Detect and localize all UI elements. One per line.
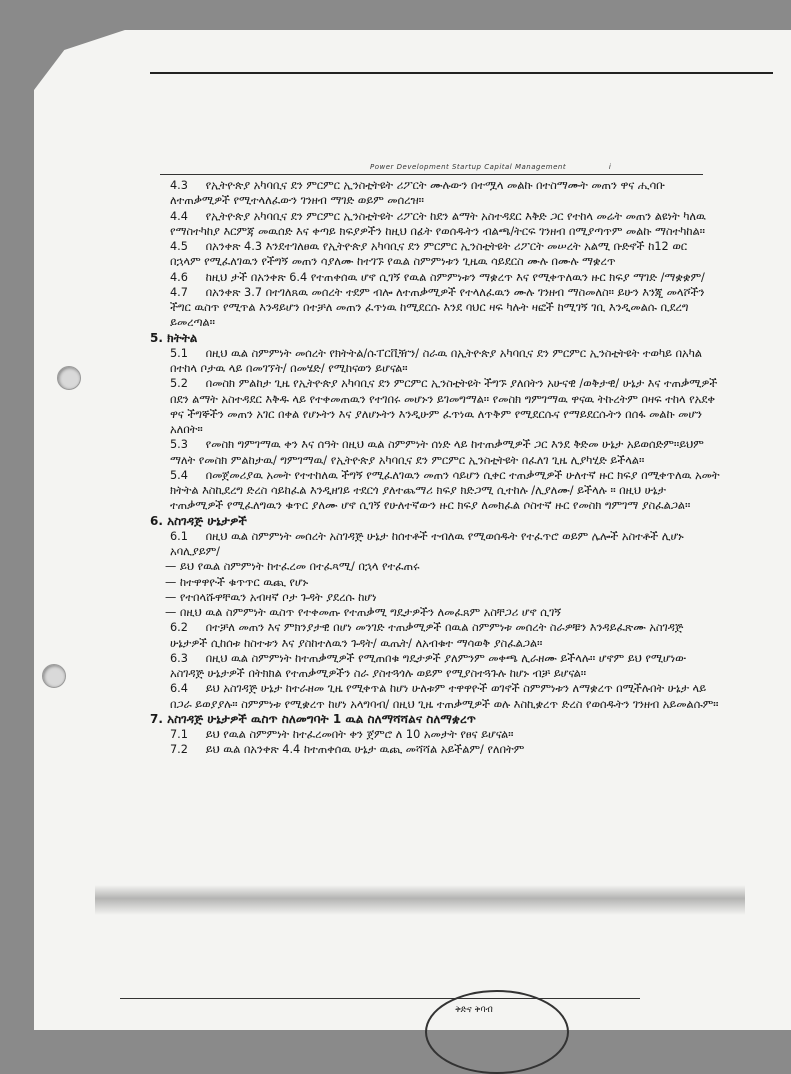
- top-rule: [150, 72, 773, 74]
- clause-5-1: 5.1 በዚህ ዉል ስምምነት መሰረት የክትትል/ሱፐርቪዥን/ ስራዉ በኢትዮጵያ አካባቢና ደን ምርምር ኢንስቲትዩት ተወካይ በአካል በተከላ ቦታዉ ላይ በመገኘት/ በመሄድ/ የሚከናወን ይሆናል።: [170, 346, 702, 375]
- section-5-heading: 5. ክትትል: [150, 330, 198, 345]
- page-marker: i: [608, 163, 612, 171]
- clause-6-2: 6.2 በተቻለ መጠን እና ምክንያታዊ በሆነ መንገድ ተጠቃሚዎች በዉል ስምምነቱ መሰረት ስራዎቹን እንዳይፈጽሙ አስገዳጅ ሁኔታዎች ሲከሰቱ ከስተቱን እና ያስከተለዉን ጉዳት/ ዉጤት/ ለአብቁተ ማሳወቅ ያስፈልጋል።: [170, 621, 684, 650]
- bullet-item: — በዚህ ዉል ስምምነት ዉስጥ የተቀመጡ የተጠቃሚ ግዴታዎችን ለመፈጸም አስቸጋሪ ሆኖ ሲገኝ: [165, 606, 562, 619]
- footer-rule: [120, 998, 640, 999]
- document-body: [120, 178, 720, 758]
- section-7-heading: 7. አስገዳጅ ሁኔታዎች ዉስጥ ስለመግባት 1 ዉል ስለማሻሻልና ስለማቋረጥ: [150, 711, 476, 726]
- bullet-item: — የተበላሹዋቸዉን አብዛኛ ቦታ ጉዳት ያደረሱ ከሆነ: [165, 590, 377, 604]
- clause-5-4: 5.4 በመጀመሪያዉ አመት የተተከለዉ ችግኝ የሚፈለገዉን መጠን ሳይሆን ሲቀር ተጠቃሚዎች ሁለተኛ ዙር ክፍያ በሚቀጥለዉ አመት ክትትል እስኪደረግ ድረስ ሳይከፈል እንዲዘገይ ተደርጎ ያለተጨማሪ ክፍያ ክድጋሚ ሲተከሉ /ሊያለሙ/ ይችላሉ ። በዚህ ሁኔታ ተጠቃሚዎች የሚፈለግዉን ቁጥር ያለሙ ሆኖ ሲገኝ የሁለተኛውን ዙር ክፍያ ለመክፈል ሶስተኛ ዙር የመስክ ግምገማ ያስፈልጋል።: [170, 468, 720, 513]
- clause-5-2: 5.2 በመስክ ምልከታ ጊዜ የኢትዮጵያ አካባቢና ደን ምርምር ኢንስቲትዩት ችግኙ ያለበትን አሁናዊ /ወቅታዊ/ ሁኔታ እና ተጠቃሚዎች በደን ልማት አስተዳደር እቅዱ ላይ የተቀመጠዉን የተገበሩ መሆኑን ይገመግማል። የመስክ ግምገማዉ ዋናዉ ትኩረትም በዛፍ ተከላ የአደቀ ዋና ችግኞችን መጠን አገር በቀል የሆኑትን እና ያለሆኑትን እንዲሁም ፈጥነዉ ለጥቅም የሚደርሱና የማይደርሱትን በሰፋ መልኩ መሆን አለበት።: [170, 377, 718, 436]
- stamp-seal: [425, 990, 569, 1074]
- header-rule: [160, 174, 703, 175]
- clause-6-1: 6.1 በዚህ ዉል ስምምነት መሰረት አስገዳጅ ሁኔታ ከሰተቶች ተብለዉ የሚወሰዱት የተፈጥሮ ወይም ሌሎች አስተቶች ሊሆኑ አባሊያይም/: [170, 529, 684, 558]
- clause-6-4: 6.4 ይህ አስገዳጅ ሁኔታ ከተራዘመ ጊዜ የሚቀጥል ከሆነ ሁለቱም ተዋዋዮች ወገኖች ስምምነቱን ለማቋረጥ በሚችሉበት ሁኔታ ላይ በጋራ ይወያያሉ። ስምምነቱ የሚቋረጥ ከሆነ አላግባብ/ በዚህ ጊዜ ተጠቃሚዎች ወሉ እስኪቋረጥ ድረስ የወሰዱትን ገንዘብ አይመልሱም።: [170, 682, 719, 711]
- clause-4-5: 4.5 በአንቀጽ 4.3 እንደተገለፀዉ የኢትዮጵያ አካባቢና ደን ምርምር ኢንስቲትዩት ሪፖርት መሠረት አልሚ ቡድኖች ከ12 ወር በኋላም የሚፈለገዉን የችግኝ መጠን ሳያለሙ ከተገኙ የዉል ስምምነቱን ጊዜዉ ሳይደርስ ሙሉ በሙሉ ማቋረጥ: [170, 240, 687, 269]
- clause-7-1: 7.1 ይህ የዉል ስምምነት ከተፈረመበት ቀን ጀምሮ ለ 10 አመታት የፀና ይሆናል።: [170, 728, 514, 741]
- clause-7-2: 7.2 ይህ ዉል በአንቀጽ 4.4 ከተጠቀሰዉ ሁኔታ ዉጪ መሻሻል አይችልም/ የለበትም: [170, 743, 525, 757]
- clause-5-3: 5.3 የመስክ ግምገማዉ ቀን እና ሰዓት በዚህ ዉል ስምምነት ሰነድ ላይ ከተጠቃሚዎች ጋር እንደ ቅድመ ሁኔታ አይወሰድም።ይህም ማለት የመስክ ምልከታዉ/ ግምገማዉ/ የኢትዮጵያ አካባቢና ደን ምርምር ኢንስቲትዩት በፈለገ ጊዜ ሊያካሂድ ይችላል።: [170, 438, 704, 467]
- punch-hole: [42, 664, 66, 688]
- photocopy-smudge: [95, 885, 745, 915]
- section-6-heading: 6. አስገዳጅ ሁኔታዎች: [150, 513, 247, 528]
- bullet-item: — ይህ የዉል ስምምነት ከተፈረመ በተፈጻሚ/ በኋላ የተፈጠሩ: [165, 560, 420, 574]
- clause-6-3: 6.3 በዚህ ዉል ስምምነት ከተጠቃሚዎች የሚጠበቁ ግዴታዎች ያለምንም መቀጫ ሊራዘሙ ይችላሉ። ሆኖም ይህ የሚሆነው አስገዳጅ ሁኔታዎች በትክክል የተጠቃሚዎችን ስራ ያስተጓጎሉ ወይም የሚያስተጓጉሉ ከሆኑ ብቻ ይሆናል።: [170, 651, 686, 680]
- clause-4-4: 4.4 የኢትዮጵያ አካባቢና ደን ምርምር ኢንስቲትዩት ሪፖርት ከደን ልማት አስተዳደር እቅድ ጋር የተከላ መሬት መጠን ልዩነት ካለዉ የማስተካከያ እርምጃ መዉሰድ እና ቀጣይ ክፍያዎችን ከዚህ በፊት የወሰዱትን ብልጫ/ትርፍ ገንዘብ በሚያጣጥም መልኩ ማስተካከል።: [170, 209, 706, 238]
- clause-4-7: 4.7 በአንቀጽ 3.7 በተገለጸዉ መሰረት ተደም ብሎ ለተጠቃሚዎች የተላለፈዉን ሙሉ ገንዘብ ማስመለስ። ይሁን እንጂ መላሾችን ችግር ዉስጥ የሚጥል እንዳይሆን በተቻለ መጠን ፈጥነዉ ከሚደርሱ እንደ ባህር ዛፍ ካሉት ዛፎች ከሚገኝ ገቢ እንዲመልሱ ቢደረግ ይመረጣል።: [170, 285, 705, 330]
- running-title: Power Development Startup Capital Management: [370, 163, 567, 171]
- clause-4-6: 4.6 ከዚህ ታች በአንቀጽ 6.4 የተጠቀሰዉ ሆኖ ሲገኝ የዉል ስምምነቱን ማቋረጥ እና የሚቀጥለዉን ዙር ክፍያ ማገድ /ማቋቋም/: [170, 270, 705, 284]
- punch-hole: [57, 366, 81, 390]
- running-header: [370, 163, 701, 171]
- clause-4-3: 4.3 የኢትዮጵያ አካባቢና ደን ምርምር ኢንስቲትዩት ሪፖርት ሙሉውን በተሟላ መልኩ በተስማሙት መጠን ዋና ሒሳቡ ለተጠቃሚዎች የሚተላለፈውን ገንዘብ ማገድ ወይም መሰረዝ።: [170, 179, 665, 208]
- stamp-text: ቅድና ቅባብ: [455, 1005, 493, 1015]
- bullet-item: — ከተዋዋዮች ቁጥጥር ዉጪ የሆኑ: [165, 575, 309, 589]
